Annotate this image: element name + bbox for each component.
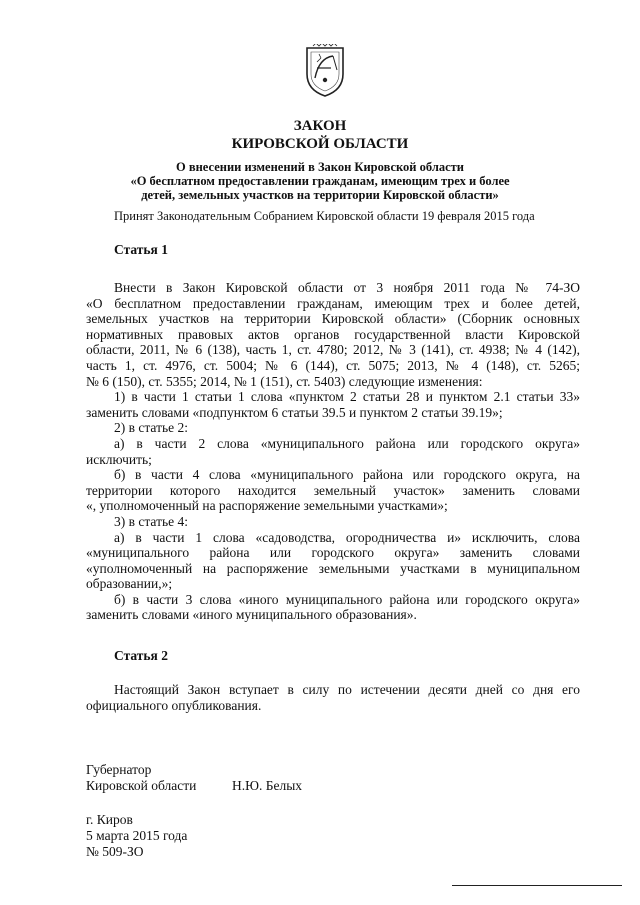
text-line: нормативных правовых актов органов государственной власти Кировской — [86, 326, 580, 342]
signatory-position: Губернатор — [86, 762, 152, 777]
text-line: Настоящий Закон вступает в силу по истечении десяти дней со дня его — [114, 682, 580, 697]
coat-of-arms-emblem — [303, 44, 347, 98]
text-line: «О бесплатном предоставлении гражданам, имеющим трех и более детей, — [86, 295, 580, 311]
text-line: 2) в статье 2: — [114, 420, 188, 436]
subtitle-line: О внесении изменений в Закон Кировской области — [176, 160, 464, 174]
law-region-title: КИРОВСКОЙ ОБЛАСТИ — [231, 136, 409, 152]
text-line: образовании,»; — [86, 576, 173, 592]
law-number: № 509-ЗО — [86, 844, 144, 859]
text-line: «уполномоченный на распоряжение земельными участками в муниципальном — [86, 560, 580, 576]
text-line: а) в части 2 слова «муниципального района или городского округа» — [114, 435, 580, 451]
text-line: 3) в статье 4: — [114, 513, 188, 529]
text-line: исключить; — [86, 451, 152, 467]
bottom-divider — [452, 885, 622, 886]
text-line: № 6 (150), ст. 5355; 2014, № 1 (151), ст. 5403) следующие изменения: — [86, 373, 483, 389]
signatory-region: Кировской области — [86, 778, 197, 793]
text-line: земельных участков на территории Кировской области» (Сборник основных — [86, 311, 580, 327]
text-line: области, 2011, № 6 (138), часть 1, ст. 4780; 2012, № 3 (141), ст. 4938; № 4 (142), — [86, 342, 580, 358]
subtitle-line: «О бесплатном предоставлении гражданам, имеющим трех и более — [130, 174, 510, 188]
text-line: 1) в части 1 статьи 1 слова «пунктом 2 статьи 28 и пунктом 2.1 статьи 33» — [114, 389, 580, 405]
text-line: «, уполномоченный на распоряжение земельными участками»; — [86, 498, 448, 514]
law-subtitle — [100, 160, 540, 202]
law-title: ЗАКОН — [293, 118, 347, 134]
signatory-name: Н.Ю. Белых — [232, 778, 303, 793]
article-2-heading: Статья 2 — [114, 648, 168, 663]
article-1-body — [86, 280, 580, 623]
adoption-note: Принят Законодательным Собранием Кировской области 19 февраля 2015 года — [114, 209, 535, 223]
text-line: часть 1, ст. 4976, ст. 5004; № 6 (144), ст. 5075; 2013, № 4 (148), ст. 5265; — [86, 357, 580, 373]
text-line: заменить словами «иного муниципального образования». — [86, 607, 417, 623]
text-line: Внести в Закон Кировской области от 3 ноября 2011 года № 74-ЗО — [114, 280, 580, 295]
text-line: а) в части 1 слова «садоводства, огородничества и» исключить, слова — [114, 529, 580, 545]
signing-date: 5 марта 2015 года — [86, 828, 188, 843]
text-line: б) в части 3 слова «иного муниципального района или городского округа» — [114, 591, 580, 607]
article-2-body — [86, 682, 580, 713]
text-line: «муниципального района или городского округа» заменить словами — [86, 545, 580, 561]
text-line: территории которого находится земельный участок» заменить словами — [86, 482, 580, 498]
place-of-signing: г. Киров — [86, 812, 133, 827]
article-1-heading: Статья 1 — [114, 242, 168, 257]
text-line: б) в части 4 слова «муниципального района или городского округа, на — [114, 467, 580, 483]
subtitle-line: детей, земельных участков на территории Кировской области» — [141, 188, 499, 202]
text-line: официального опубликования. — [86, 697, 262, 713]
text-line: заменить словами «подпунктом 6 статьи 39.5 и пунктом 2 статьи 39.19»; — [86, 404, 503, 420]
